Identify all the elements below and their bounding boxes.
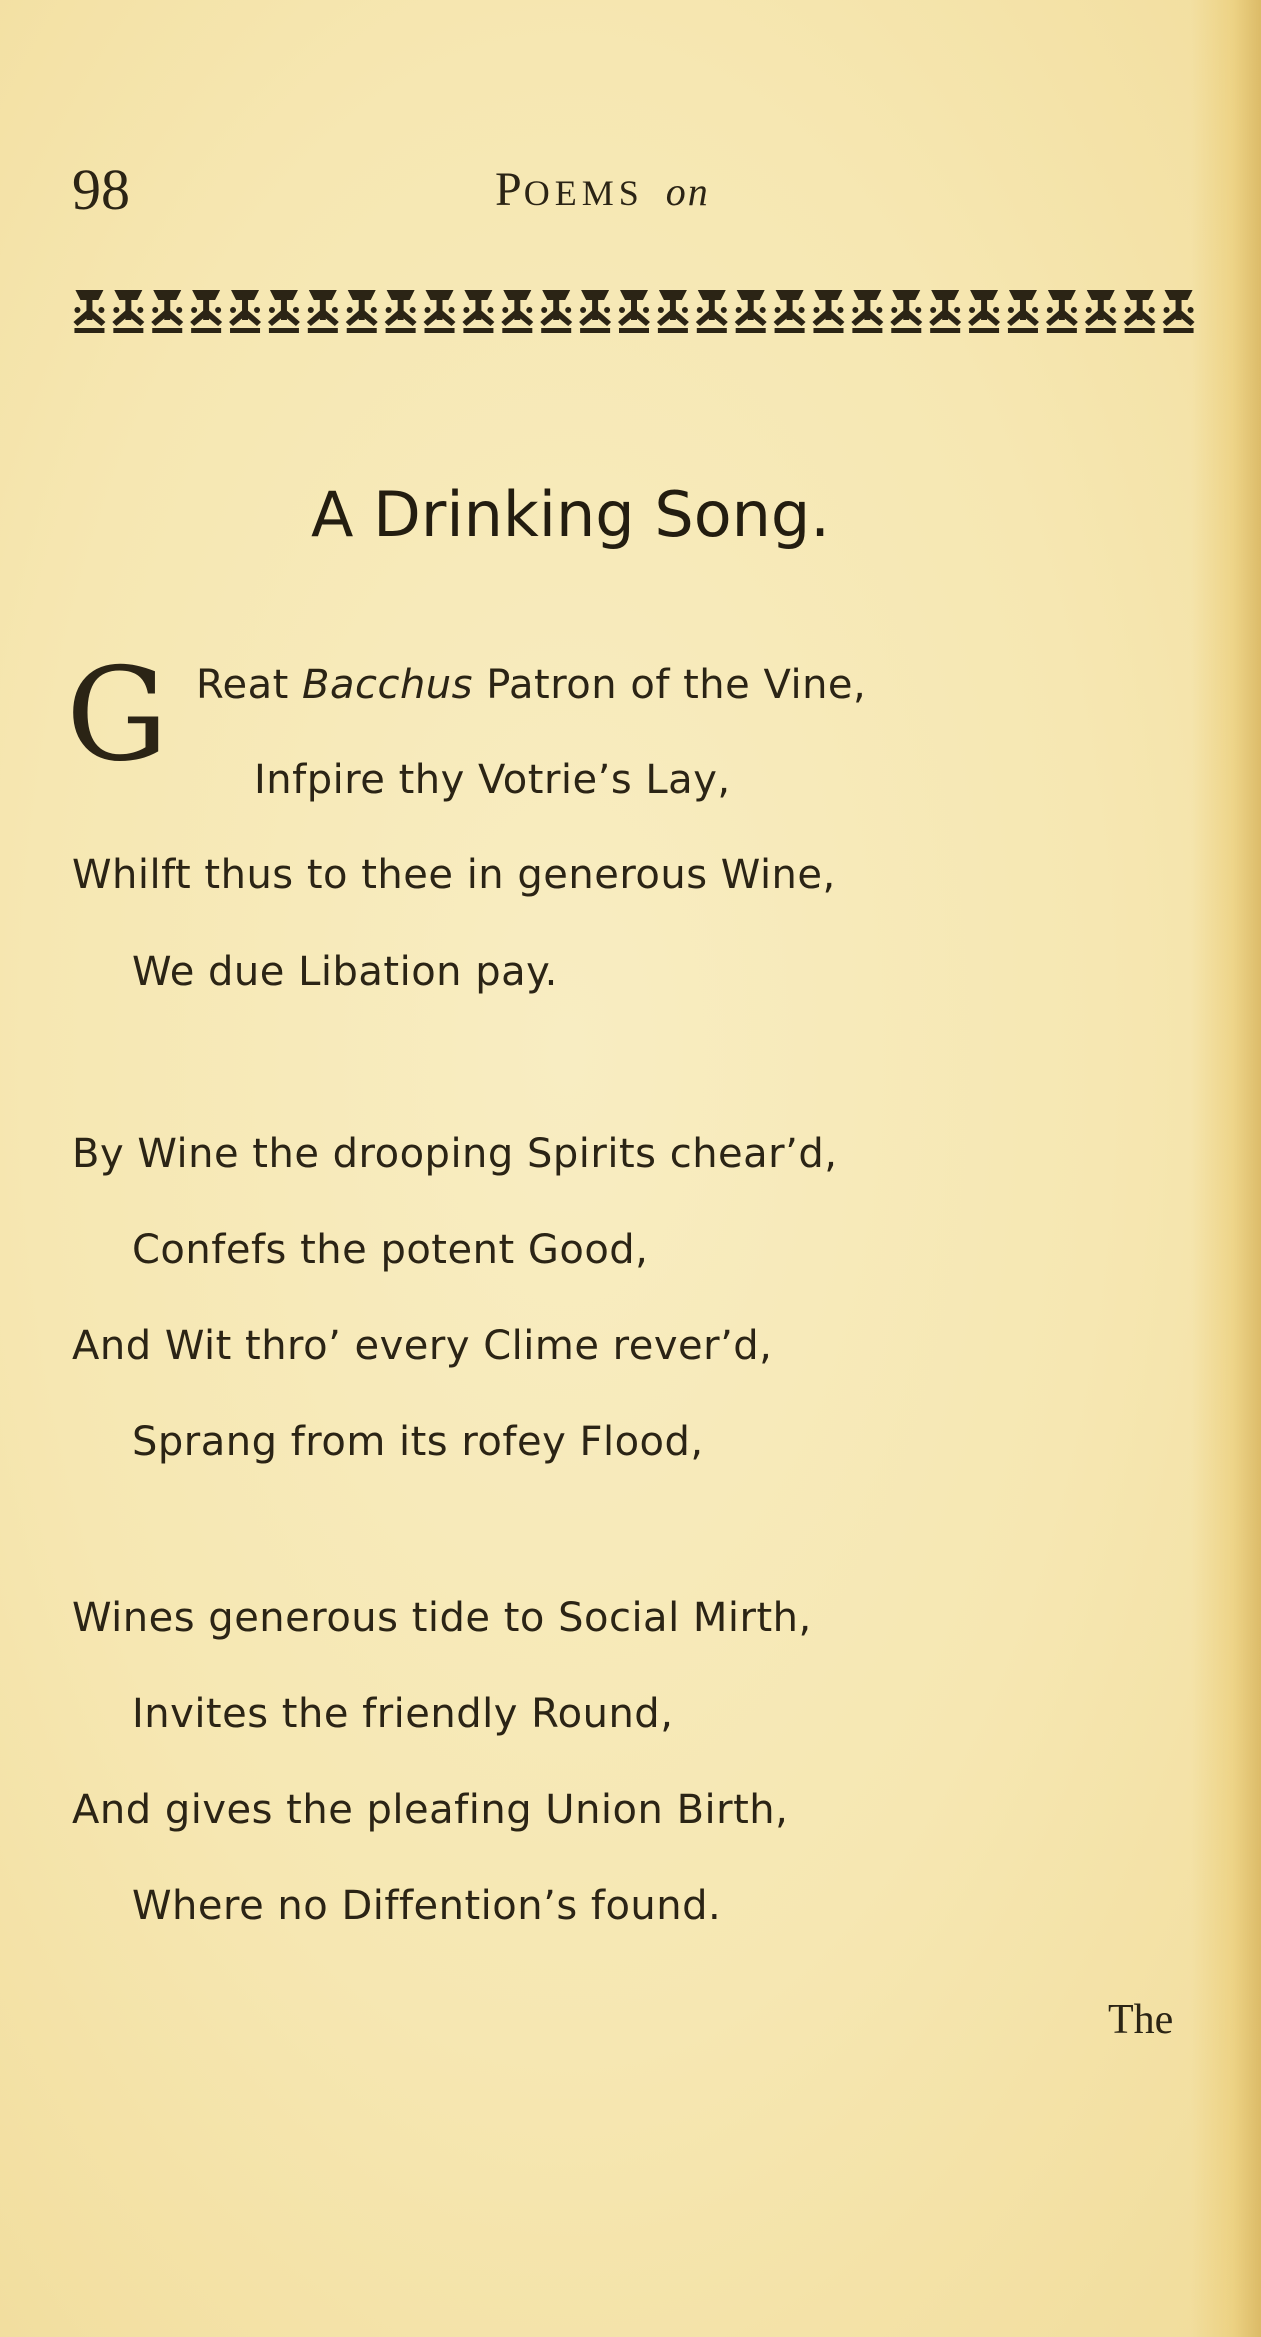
ornament-fleuron bbox=[1046, 290, 1078, 333]
ornament-fleuron bbox=[151, 290, 183, 333]
catchword: The bbox=[1108, 1997, 1174, 2043]
ornament-fleuron bbox=[657, 290, 689, 333]
ornament-graphic bbox=[70, 282, 1198, 338]
ornament-fleuron bbox=[618, 290, 650, 333]
ornament-fleuron bbox=[112, 290, 144, 333]
running-head bbox=[495, 150, 710, 233]
poem-line: And gives the pleafing Union Birth, bbox=[72, 1787, 789, 1833]
ornament-fleuron bbox=[968, 290, 1000, 333]
ornament-fleuron bbox=[462, 290, 494, 333]
ornament-fleuron bbox=[385, 290, 417, 333]
ornament-fleuron bbox=[268, 290, 300, 333]
page-number: 98 bbox=[72, 157, 130, 222]
printers-ornament-band bbox=[70, 282, 1198, 338]
poem-line: Sprang from its rofey Flood, bbox=[132, 1419, 704, 1465]
ornament-fleuron bbox=[735, 290, 767, 333]
drop-cap: G bbox=[66, 641, 169, 790]
ornament-fleuron bbox=[774, 290, 806, 333]
poem-line-italic-name: Bacchus bbox=[302, 662, 473, 708]
poem-line-text: Reat bbox=[196, 662, 303, 708]
ornament-fleuron bbox=[929, 290, 961, 333]
ornament-fleuron bbox=[307, 290, 339, 333]
ornament-fleuron bbox=[190, 290, 222, 333]
poem-line: Whilft thus to thee in generous Wine, bbox=[72, 852, 836, 898]
ornament-fleuron bbox=[1124, 290, 1156, 333]
ornament-fleuron bbox=[1007, 290, 1039, 333]
poem-title: A Drinking Song. bbox=[310, 478, 830, 551]
ornament-fleuron bbox=[696, 290, 728, 333]
page-edge-shadow bbox=[1191, 0, 1261, 2337]
ornament-fleuron bbox=[501, 290, 533, 333]
ornament-fleuron bbox=[851, 290, 883, 333]
poem-line-text: Patron of the Vine, bbox=[473, 662, 867, 708]
poem-line: Wines generous tide to Social Mirth, bbox=[72, 1595, 812, 1641]
poem-line: We due Libation pay. bbox=[132, 949, 558, 995]
poem-line: Invites the friendly Round, bbox=[132, 1691, 674, 1737]
ornament-fleuron bbox=[812, 290, 844, 333]
page-header bbox=[0, 150, 1261, 230]
ornament-fleuron bbox=[890, 290, 922, 333]
poem-line: By Wine the drooping Spirits chear’d, bbox=[72, 1131, 838, 1177]
running-head-rest: OEMS bbox=[523, 173, 644, 213]
ornament-fleuron bbox=[73, 290, 105, 333]
poem-line: Infpire thy Votrie’s Lay, bbox=[254, 757, 731, 803]
running-head-italic: on bbox=[665, 169, 710, 214]
running-head-initial: P bbox=[495, 163, 524, 216]
poem-line: Confefs the potent Good, bbox=[132, 1227, 649, 1273]
ornament-fleuron bbox=[424, 290, 456, 333]
ornament-fleuron bbox=[346, 290, 378, 333]
ornament-fleuron bbox=[1085, 290, 1117, 333]
poem-line bbox=[196, 655, 866, 715]
poem-line: And Wit thro’ every Clime rever’d, bbox=[72, 1323, 773, 1369]
ornament-fleuron bbox=[579, 290, 611, 333]
ornament-fleuron bbox=[1163, 290, 1195, 333]
ornament-fleuron bbox=[540, 290, 572, 333]
poem-line: Where no Diffention’s found. bbox=[132, 1883, 722, 1929]
ornament-fleuron bbox=[229, 290, 261, 333]
